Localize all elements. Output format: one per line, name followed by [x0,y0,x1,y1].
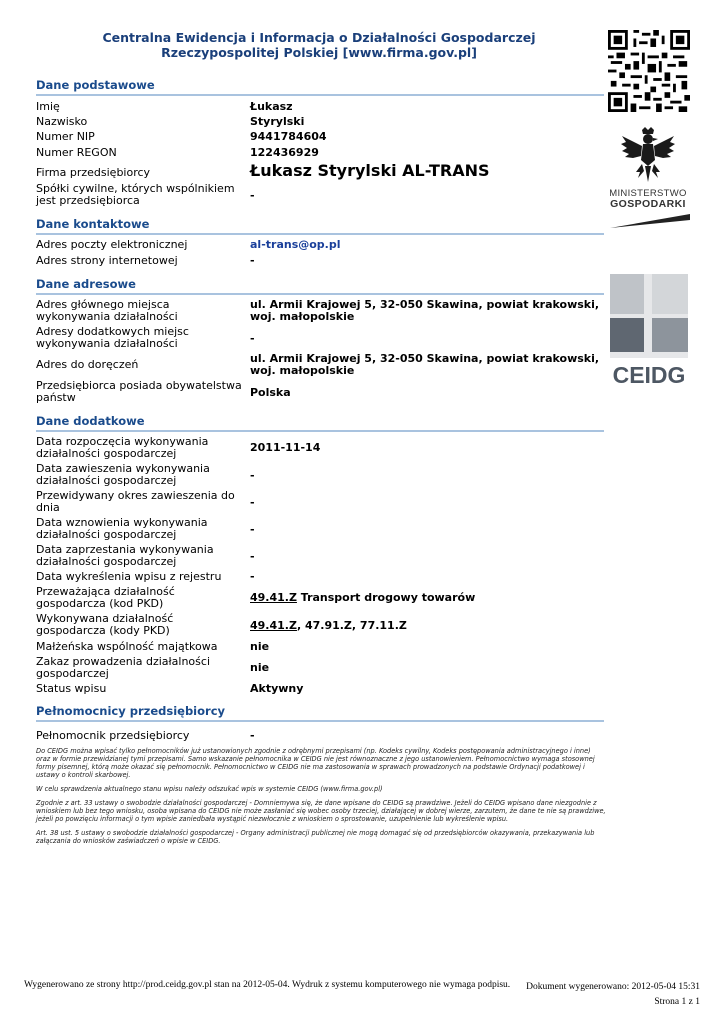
pkd-link[interactable]: 49.41.Z [250,619,297,632]
polish-eagle-icon [620,126,676,184]
section-title-dane-adresowe: Dane adresowe [36,277,604,295]
note-paragraph: Do CEIDG można wpisać tylko pełnomocników już ustanowionych zgodnie z odrębnymi przepisami (np. Kodeks cywilny, Kodeks postępowania administracyjnego i inne) oraz w formie przewidzianej tymi przepisami. Samo wskazanie pełnomocnika w CEIDG nie jest równoznaczne z jego ustanowieniem. Pełnomocnictwo wymaga stosownej formy pisemnej, którą może okazać się pełnomocnik. Pełnomocnictwo w CEIDG nie ma zastosowania w sprawach prowadzonych na podstawie Ordynacji podatkowej i ustawy o kontroli skarbowej. [36,747,595,779]
field-label: Numer NIP [36,130,95,143]
section-title-pelnomocnicy: Pełnomocnicy przedsiębiorcy [36,704,604,722]
field-value: 9441784604 [250,130,327,143]
footer-generated-note: Wygenerowano ze strony http://prod.ceidg.gov.pl stan na 2012-05-04. Wydruk z systemu komputerowego nie wymaga podpisu. [24,980,511,990]
field-value: - [250,550,255,563]
field-label: Zakaz prowadzenia działalności gospodarczej [36,655,210,680]
field-value [250,592,606,604]
field-label: Przedsiębiorca posiada obywatelstwa państw [36,379,242,404]
field-value: nie [250,640,270,653]
field-value: Łukasz [250,100,293,113]
page-title [36,30,602,60]
pkd-description: Transport drogowy towarów [296,591,476,604]
status-value: Aktywny [250,682,304,695]
field-value: - [250,469,255,482]
field-value: ul. Armii Krajowej 5, 32-050 Skawina, powiat krakowski, woj. małopolskie [250,352,600,377]
section-title-dane-dodatkowe: Dane dodatkowe [36,414,604,432]
field-label: Adres strony internetowej [36,254,178,267]
ministry-line2: GOSPODARKI [610,198,686,210]
page-title-line1: Centralna Ewidencja i Informacja o Działalności Gospodarczej [102,30,536,45]
field-value: 2011-11-14 [250,441,321,454]
field-label: Data wznowienia wykonywania działalności gospodarczej [36,516,208,541]
field-label: Spółki cywilne, których wspólnikiem jest przedsiębiorca [36,182,235,207]
field-label: Data zaprzestania wykonywania działalności gospodarczej [36,543,214,568]
ceidg-logo-text: CEIDG [612,362,686,388]
section-title-dane-kontaktowe: Dane kontaktowe [36,217,604,235]
field-label: Pełnomocnik przedsiębiorcy [36,729,190,742]
field-value: - [250,729,255,742]
field-value: Styrylski [250,115,305,128]
note-paragraph: W celu sprawdzenia aktualnego stanu wpisu należy odszukać wpis w systemie CEIDG (www.firma.gov.pl) [36,785,383,793]
field-label: Firma przedsiębiorcy [36,166,151,179]
ministry-stripe-icon [610,214,690,228]
qr-code-icon [608,30,690,112]
field-value: - [250,523,255,536]
section-title-dane-podstawowe: Dane podstawowe [36,78,604,96]
ministry-line1: MINISTERSTWO [609,188,687,199]
field-value: - [250,332,255,345]
note-paragraph: Art. 38 ust. 5 ustawy o swobodzie działalności gospodarczej - Organy administracji publicznej nie mogą domagać się od przedsiębiorców okazywania, przekazywania lub załączania do wniosków zaświadczeń o wpisie w CEIDG. [36,829,595,845]
field-label: Data wykreślenia wpisu z rejestru [36,570,222,583]
field-value: 122436929 [250,146,319,159]
pkd-codes: , 47.91.Z, 77.11.Z [296,619,407,632]
field-label: Adresy dodatkowych miejsc wykonywania działalności [36,325,189,350]
ceidg-logo-icon [608,270,690,410]
company-name: Łukasz Styrylski AL-TRANS [250,161,490,180]
field-label: Adres poczty elektronicznej [36,238,188,251]
field-value: - [250,570,255,583]
ministry-logo [605,188,691,210]
field-label: Data rozpoczęcia wykonywania działalności gospodarczej [36,435,209,460]
field-value [250,620,606,632]
field-value: - [250,254,255,267]
legal-notes [36,747,606,851]
field-label: Wykonywana działalność gospodarcza (kody PKD) [36,612,174,637]
field-value: ul. Armii Krajowej 5, 32-050 Skawina, powiat krakowski, woj. małopolskie [250,298,600,323]
field-value: - [250,189,255,202]
field-label: Przeważająca działalność gospodarcza (kod PKD) [36,585,175,610]
field-label: Adres do doręczeń [36,358,139,371]
field-label: Przewidywany okres zawieszenia do dnia [36,489,235,514]
note-paragraph: Zgodnie z art. 33 ustawy o swobodzie działalności gospodarczej - Domniemywa się, że dane wpisane do CEIDG są prawdziwe. Jeżeli do CEIDG wpisano dane niezgodnie z wnioskiem lub bez tego wniosku, osoba wpisana do CEIDG nie może zasłaniać się wobec osoby trzeciej, działającej w dobrej wierze, zarzutem, że dane te nie są prawdziwe, jeżeli po powzięciu informacji o tym wpisie zaniedbała wystąpić niezwłocznie z wnioskiem o sprostowanie, uzupełnienie lub wykreślenie wpisu. [36,799,606,823]
email-link[interactable]: al-trans@op.pl [250,238,341,251]
field-value: Polska [250,386,291,399]
field-value: nie [250,661,270,674]
field-label: Numer REGON [36,146,117,159]
field-label: Status wpisu [36,682,107,695]
field-label: Imię [36,100,60,113]
field-value: - [250,496,255,509]
page-title-line2: Rzeczypospolitej Polskiej [www.firma.gov.pl] [161,45,477,60]
field-label: Nazwisko [36,115,88,128]
footer-meta [526,980,700,1010]
footer-generated-date: Dokument wygenerowano: 2012-05-04 15:31 [526,982,700,992]
footer-page-number: Strona 1 z 1 [654,997,700,1007]
field-label: Data zawieszenia wykonywania działalności gospodarczej [36,462,210,487]
field-label: Adres głównego miejsca wykonywania działalności [36,298,178,323]
pkd-link[interactable]: 49.41.Z [250,591,297,604]
field-label: Małżeńska wspólność majątkowa [36,640,218,653]
